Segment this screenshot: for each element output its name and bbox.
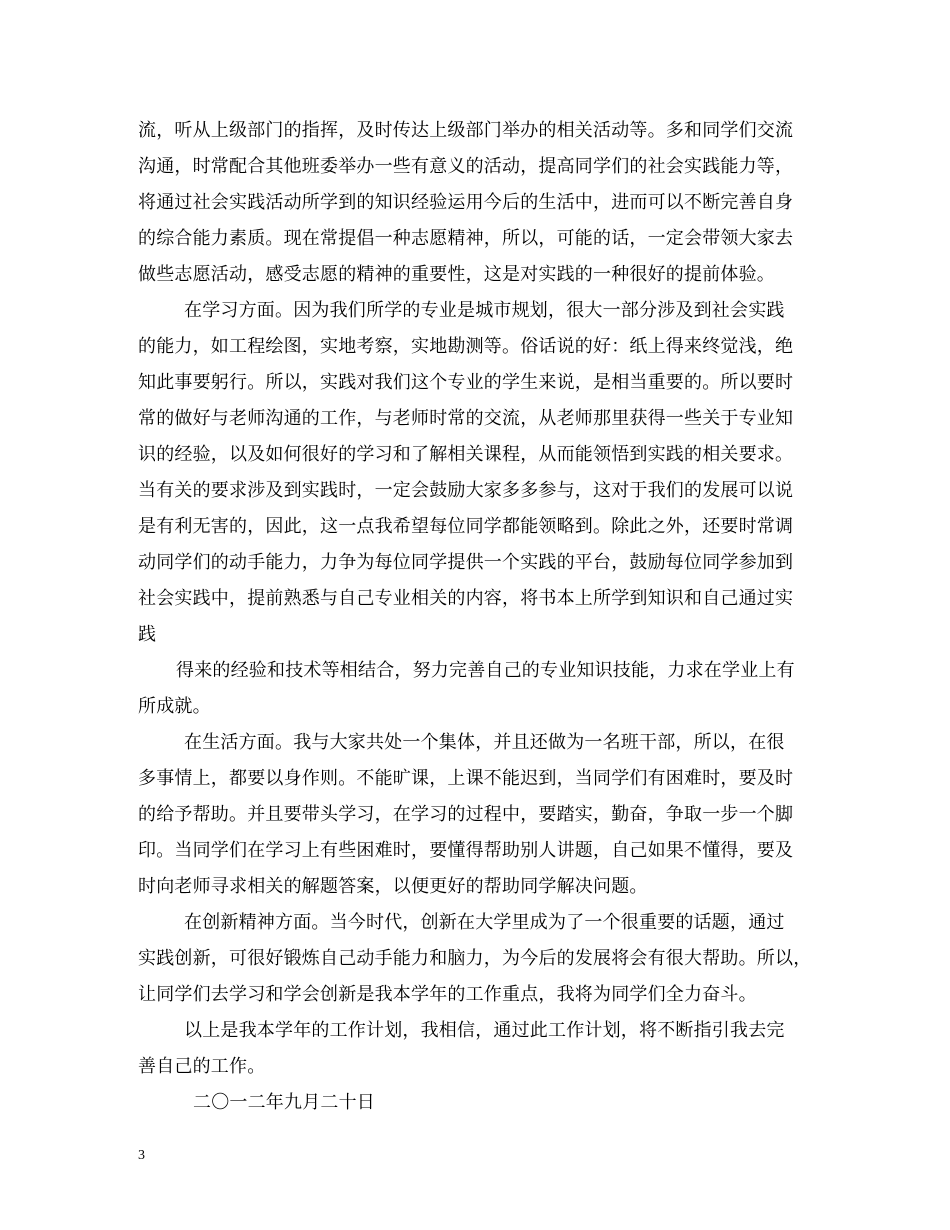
text-line: 常的做好与老师沟通的工作，与老师时常的交流，从老师那里获得一些关于专业知 — [138, 408, 794, 429]
paragraph-first-line: 以上是我本学年的工作计划，我相信，通过此工作计划，将不断指引我去完 — [184, 1020, 785, 1041]
date-line: 二〇一二年九月二十日 — [193, 1092, 375, 1113]
text-line: 多事情上，都要以身作则。不能旷课，上课不能迟到，当同学们有困难时，要及时 — [138, 768, 794, 789]
text-line: 实践创新，可很好锻炼自己动手能力和脑力，为今后的发展将会有很大帮助。所以， — [138, 948, 812, 969]
page-number: 3 — [138, 1148, 145, 1163]
text-line: 识的经验，以及如何很好的学习和了解相关课程，从而能领悟到实践的相关要求。 — [138, 444, 794, 465]
text-line: 流，听从上级部门的指挥，及时传达上级部门举办的相关活动等。多和同学们交流 — [138, 120, 794, 141]
paragraph-first-line: 在生活方面。我与大家共处一个集体，并且还做为一名班干部，所以，在很 — [184, 732, 785, 753]
text-line: 的综合能力素质。现在常提倡一种志愿精神，所以，可能的话，一定会带领大家去 — [138, 228, 794, 249]
text-line: 沟通，时常配合其他班委举办一些有意义的活动，提高同学们的社会实践能力等， — [138, 156, 794, 177]
text-line: 让同学们去学习和学会创新是我本学年的工作重点，我将为同学们全力奋斗。 — [138, 984, 757, 1005]
text-line: 的能力，如工程绘图，实地考察，实地勘测等。俗话说的好：纸上得来终觉浅，绝 — [138, 336, 794, 357]
text-line: 当有关的要求涉及到实践时，一定会鼓励大家多多参与，这对于我们的发展可以说 — [138, 480, 794, 501]
text-line: 是有利无害的，因此，这一点我希望每位同学都能领略到。除此之外，还要时常调 — [138, 516, 794, 537]
text-line: 将通过社会实践活动所学到的知识经验运用今后的生活中，进而可以不断完善自身 — [138, 192, 794, 213]
text-line: 印。当同学们在学习上有些困难时，要懂得帮助别人讲题，自己如果不懂得，要及 — [138, 840, 794, 861]
text-line: 知此事要躬行。所以，实践对我们这个专业的学生来说，是相当重要的。所以要时 — [138, 372, 794, 393]
text-line: 的给予帮助。并且要带头学习，在学习的过程中，要踏实，勤奋，争取一步一个脚 — [138, 804, 794, 825]
paragraph-first-line: 得来的经验和技术等相结合，努力完善自己的专业知识技能，力求在学业上有 — [176, 660, 795, 681]
text-line: 社会实践中，提前熟悉与自己专业相关的内容，将书本上所学到知识和自己通过实 — [138, 588, 794, 609]
text-line: 做些志愿活动，感受志愿的精神的重要性，这是对实践的一种很好的提前体验。 — [138, 264, 775, 285]
paragraph-first-line: 在学习方面。因为我们所学的专业是城市规划，很大一部分涉及到社会实践 — [184, 300, 785, 321]
text-line: 善自己的工作。 — [138, 1056, 266, 1077]
text-line: 所成就。 — [138, 696, 211, 717]
paragraph-first-line: 在创新精神方面。当今时代，创新在大学里成为了一个很重要的话题，通过 — [184, 912, 785, 933]
text-line: 动同学们的动手能力，力争为每位同学提供一个实践的平台，鼓励每位同学参加到 — [138, 552, 794, 573]
text-line: 践 — [138, 624, 157, 645]
text-line: 时向老师寻求相关的解题答案，以便更好的帮助同学解决问题。 — [138, 876, 648, 897]
